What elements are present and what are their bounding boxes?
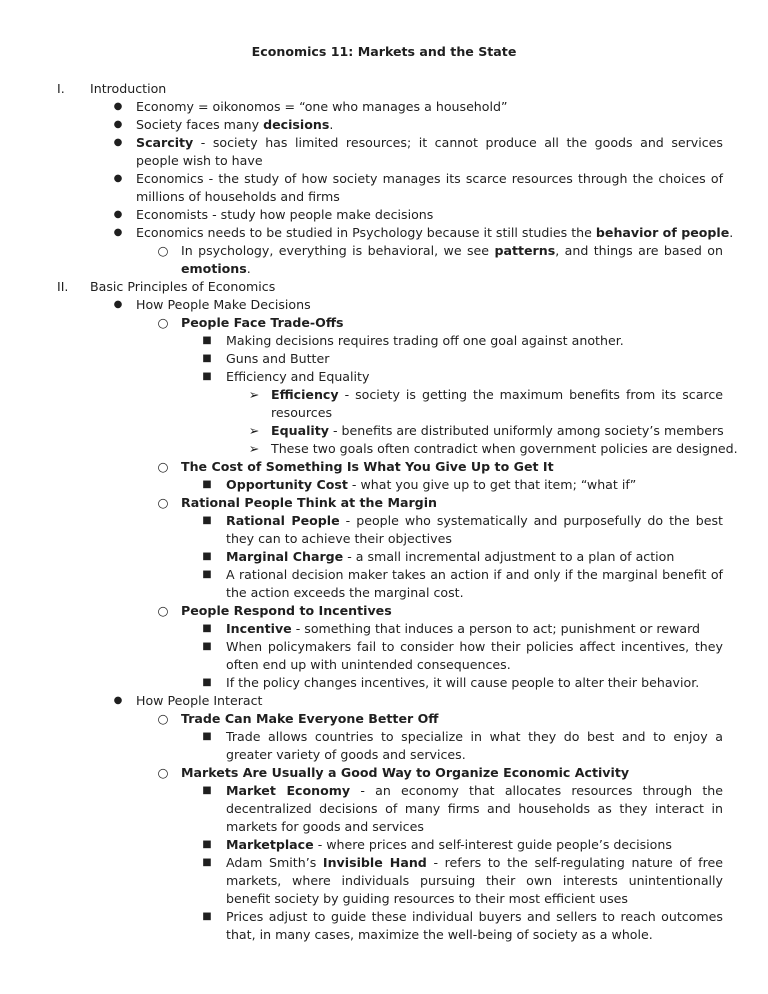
intro-economy-definition: Economy = oikonomos = “one who manages a household” <box>136 99 508 114</box>
circle-marker: ○ <box>157 765 169 780</box>
circle-marker: ○ <box>157 243 169 258</box>
square-marker: ■ <box>202 353 212 364</box>
rational-decision-maker: A rational decision maker takes an action if and only if the marginal benefit of the action exceeds the marginal cost. <box>226 567 723 600</box>
circle-marker: ○ <box>157 495 169 510</box>
efficiency-definition: Efficiency - society is getting the maximum benefits from its scarce resources <box>271 387 723 420</box>
bullet-marker: ● <box>113 101 123 112</box>
opportunity-cost-definition: Opportunity Cost - what you give up to get that item; “what if” <box>226 477 637 492</box>
bullet-marker: ● <box>113 173 123 184</box>
policy-changes-note: If the policy changes incentives, it will cause people to alter their behavior. <box>226 675 700 690</box>
square-marker: ■ <box>202 623 212 634</box>
square-marker: ■ <box>202 857 212 868</box>
square-marker: ■ <box>202 551 212 562</box>
principle-trade: Trade Can Make Everyone Better Off <box>181 711 439 726</box>
arrow-marker: ➢ <box>248 441 260 456</box>
circle-marker: ○ <box>157 711 169 726</box>
intro-psychology-note: In psychology, everything is behavioral, we see patterns, and things are based on emotions. <box>181 243 723 276</box>
heading-how-people-interact: How People Interact <box>136 693 263 708</box>
intro-economics-definition: Economics - the study of how society manages its scarce resources through the choices of millions of households and firms <box>136 171 723 204</box>
section-heading-basic-principles: Basic Principles of Economics <box>90 279 276 294</box>
principle-trade-offs: People Face Trade-Offs <box>181 315 344 330</box>
market-economy-definition: Market Economy - an economy that allocates resources through the decentralized decisions of many firms and households as they interact in markets for goods and services <box>226 783 723 834</box>
section-numeral-2: II. <box>57 279 69 294</box>
trade-note: Trade allows countries to specialize in what they do best and to enjoy a greater variety of goods and services. <box>226 729 723 762</box>
tradeoffs-item: Making decisions requires trading off one goal against another. <box>226 333 624 348</box>
intro-scarcity: Scarcity - society has limited resources; it cannot produce all the goods and services people wish to have <box>136 135 723 168</box>
arrow-marker: ➢ <box>248 423 260 438</box>
section-heading-introduction: Introduction <box>90 81 167 96</box>
square-marker: ■ <box>202 515 212 526</box>
square-marker: ■ <box>202 371 212 382</box>
square-marker: ■ <box>202 677 212 688</box>
square-marker: ■ <box>202 911 212 922</box>
principle-margin: Rational People Think at the Margin <box>181 495 437 510</box>
tradeoffs-item: Guns and Butter <box>226 351 330 366</box>
principle-incentives: People Respond to Incentives <box>181 603 392 618</box>
invisible-hand-definition: Adam Smith’s Invisible Hand - refers to the self-regulating nature of free markets, where individuals pursuing their own interests unintentionally benefit society by guiding resources to their most efficient uses <box>226 855 723 906</box>
arrow-marker: ➢ <box>248 387 260 402</box>
bullet-marker: ● <box>113 299 123 310</box>
heading-how-people-make-decisions: How People Make Decisions <box>136 297 311 312</box>
section-numeral-1: I. <box>57 81 65 96</box>
rational-people-definition: Rational People - people who systematically and purposefully do the best they can to achieve their objectives <box>226 513 723 546</box>
intro-psychology: Economics needs to be studied in Psychology because it still studies the behavior of people. <box>136 225 734 240</box>
marginal-charge-definition: Marginal Charge - a small incremental adjustment to a plan of action <box>226 549 675 564</box>
circle-marker: ○ <box>157 603 169 618</box>
bullet-marker: ● <box>113 695 123 706</box>
tradeoffs-item: Efficiency and Equality <box>226 369 370 384</box>
square-marker: ■ <box>202 731 212 742</box>
equality-definition: Equality - benefits are distributed uniformly among society’s members <box>271 423 724 438</box>
square-marker: ■ <box>202 641 212 652</box>
square-marker: ■ <box>202 335 212 346</box>
circle-marker: ○ <box>157 459 169 474</box>
square-marker: ■ <box>202 569 212 580</box>
incentive-definition: Incentive - something that induces a person to act; punishment or reward <box>226 621 701 636</box>
bullet-marker: ● <box>113 227 123 238</box>
goals-contradict-note: These two goals often contradict when government policies are designed. <box>271 441 738 456</box>
prices-adjust-note: Prices adjust to guide these individual buyers and sellers to reach outcomes that, in many cases, maximize the well-being of society as a whole. <box>226 909 723 942</box>
marketplace-definition: Marketplace - where prices and self-interest guide people’s decisions <box>226 837 672 852</box>
intro-decisions: Society faces many decisions. <box>136 117 334 132</box>
square-marker: ■ <box>202 479 212 490</box>
principle-markets: Markets Are Usually a Good Way to Organize Economic Activity <box>181 765 630 780</box>
policymakers-note: When policymakers fail to consider how their policies affect incentives, they often end up with unintended consequences. <box>226 639 723 672</box>
bullet-marker: ● <box>113 209 123 220</box>
intro-economists: Economists - study how people make decisions <box>136 207 434 222</box>
bullet-marker: ● <box>113 137 123 148</box>
square-marker: ■ <box>202 785 212 796</box>
square-marker: ■ <box>202 839 212 850</box>
document-title: Economics 11: Markets and the State <box>251 44 517 59</box>
principle-cost: The Cost of Something Is What You Give Up to Get It <box>181 459 554 474</box>
bullet-marker: ● <box>113 119 123 130</box>
circle-marker: ○ <box>157 315 169 330</box>
